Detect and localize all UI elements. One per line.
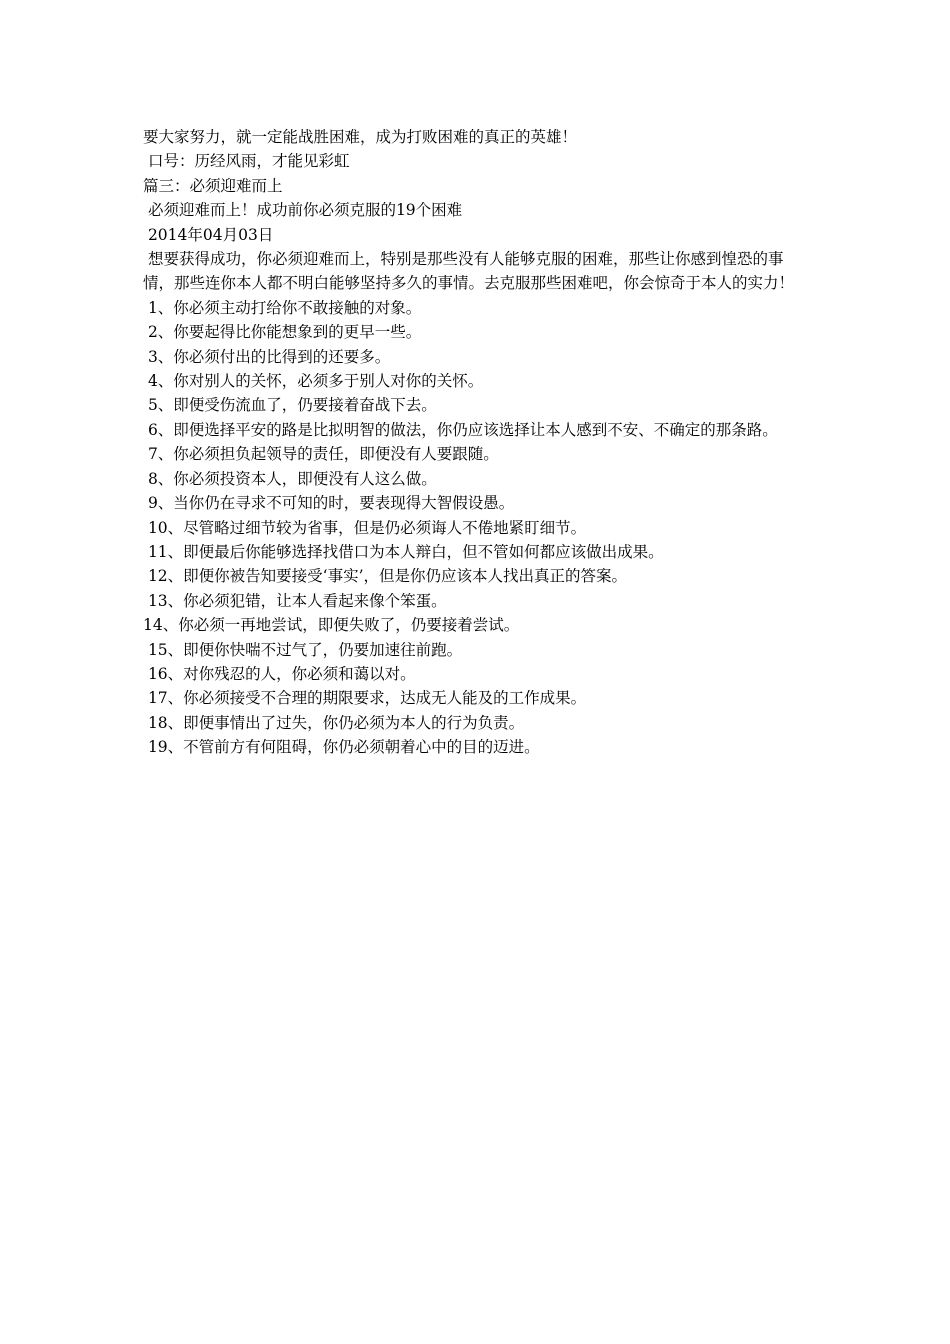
- list-item: 1、你必须主动打给你不敢接触的对象。: [143, 298, 422, 317]
- list-item: 13、你必须犯错，让本人看起来像个笨蛋。: [143, 591, 447, 610]
- list-item: 6、即便选择平安的路是比拟明智的做法，你仍应该选择让本人感到不安、不确定的那条路。: [143, 420, 778, 439]
- slogan-text: 口号：历经风雨，才能见彩虹: [143, 152, 350, 171]
- list-item: 8、你必须投资本人，即便没有人这么做。: [143, 469, 437, 488]
- list-item: 15、即便你快喘不过气了，仍要加速往前跑。: [143, 640, 463, 659]
- article-date: 2014年04月03日: [143, 225, 274, 244]
- intro-tail-text: 要大家努力，就一定能战胜困难，成为打败困难的真正的英雄！: [143, 128, 578, 146]
- article-title: 必须迎难而上！成功前你必须克服的19个困难: [143, 201, 463, 220]
- list-item: 14、你必须一再地尝试，即便失败了，仍要接着尝试。: [143, 616, 520, 635]
- chapter-title: 篇三：必须迎难而上: [143, 176, 283, 195]
- list-item: 11、即便最后你能够选择找借口为本人辩白，但不管如何都应该做出成果。: [143, 542, 664, 561]
- difficulty-list: [143, 296, 813, 760]
- list-item: 3、你必须付出的比得到的还要多。: [143, 347, 391, 366]
- list-item: 7、你必须担负起领导的责任，即便没有人要跟随。: [143, 445, 499, 464]
- list-item: 9、当你仍在寻求不可知的时，要表现得大智假设愚。: [143, 494, 515, 513]
- document-body: [143, 125, 813, 760]
- list-item: 10、尽管略过细节较为省事，但是仍必须诲人不倦地紧盯细节。: [143, 518, 587, 537]
- intro-paragraph: 想要获得成功，你必须迎难而上，特别是那些没有人能够克服的困难，那些让你感到惶恐的事情，那些连你本人都不明白能够坚持多久的事情。去克服那些困难吧，你会惊奇于本人的实力！: [143, 250, 795, 293]
- list-item: 2、你要起得比你能想象到的更早一些。: [143, 323, 422, 342]
- list-item: 4、你对别人的关怀，必须多于别人对你的关怀。: [143, 372, 484, 391]
- list-item: 17、你必须接受不合理的期限要求，达成无人能及的工作成果。: [143, 689, 587, 708]
- list-item: 19、不管前方有何阻碍，你仍必须朝着心中的目的迈进。: [143, 738, 540, 757]
- list-item: 5、即便受伤流血了，仍要接着奋战下去。: [143, 396, 437, 415]
- list-item: 16、对你残忍的人，你必须和蔼以对。: [143, 664, 416, 683]
- list-item: 18、即便事情出了过失，你仍必须为本人的行为负责。: [143, 713, 525, 732]
- list-item: 12、即便你被告知要接受‘事实’，但是你仍应该本人找出真正的答案。: [143, 567, 628, 586]
